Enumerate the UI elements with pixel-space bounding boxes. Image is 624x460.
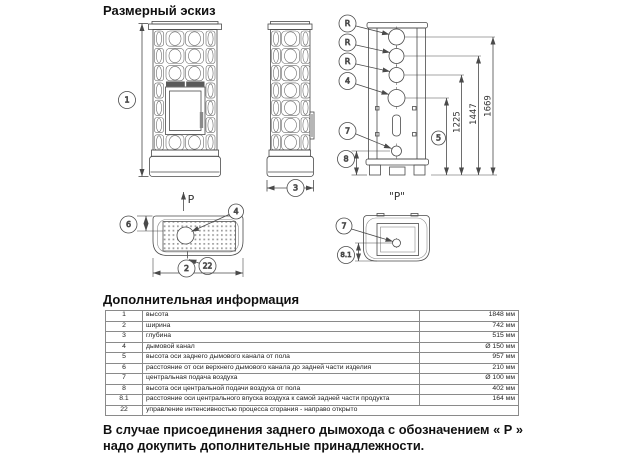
svg-text:5: 5 bbox=[435, 133, 442, 143]
cell-desc: ширина bbox=[143, 321, 420, 332]
balloon-4-back bbox=[339, 73, 389, 95]
note-line-1: В случае присоединения заднего дымохода с обозначением « Р » bbox=[103, 422, 523, 437]
svg-text:P: P bbox=[187, 193, 195, 206]
cell-num: 22 bbox=[106, 405, 143, 416]
balloon-r1 bbox=[339, 15, 390, 35]
door-handle bbox=[310, 112, 314, 139]
info-table bbox=[105, 310, 519, 416]
cell-num: 5 bbox=[106, 353, 143, 364]
svg-text:7: 7 bbox=[341, 221, 347, 231]
cell-num: 6 bbox=[106, 363, 143, 374]
cell-value: 957 мм bbox=[420, 353, 519, 364]
cell-desc: дымовой канал bbox=[143, 342, 420, 353]
info-section-title: Дополнительная информация bbox=[103, 292, 300, 307]
cell-num: 1 bbox=[106, 311, 143, 322]
balloon-5 bbox=[432, 131, 446, 145]
table-row bbox=[106, 363, 519, 374]
cell-desc: управление интенсивностью процесса сгорания - направо открыто bbox=[143, 405, 519, 416]
cell-num: 8.1 bbox=[106, 395, 143, 406]
stove-grill bbox=[166, 82, 205, 87]
table-row bbox=[106, 353, 519, 364]
cell-value: 515 мм bbox=[420, 332, 519, 343]
cell-num: 3 bbox=[106, 332, 143, 343]
cell-desc: высота оси заднего дымового канала от пола bbox=[143, 353, 420, 364]
page-title: Размерный эскиз bbox=[103, 3, 216, 18]
top-flue-outlet bbox=[177, 227, 194, 244]
svg-text:2: 2 bbox=[183, 264, 190, 273]
cell-value: 402 мм bbox=[420, 384, 519, 395]
svg-text:3: 3 bbox=[292, 183, 299, 193]
front-view bbox=[119, 22, 222, 212]
table-row bbox=[106, 342, 519, 353]
cell-desc: центральная подача воздуха bbox=[143, 374, 420, 385]
cell-value: 164 мм bbox=[420, 395, 519, 406]
cell-desc: высота bbox=[143, 311, 420, 322]
cell-num: 2 bbox=[106, 321, 143, 332]
svg-text:1: 1 bbox=[124, 95, 130, 105]
back-view bbox=[338, 15, 498, 175]
svg-text:6: 6 bbox=[125, 220, 132, 229]
air-inlet bbox=[392, 144, 402, 159]
dim-1447: 1447 bbox=[469, 103, 479, 125]
svg-text:R: R bbox=[344, 57, 351, 66]
balloon-7-detail bbox=[336, 218, 393, 242]
table-row bbox=[106, 311, 519, 322]
table-row bbox=[106, 374, 519, 385]
flue-outlets bbox=[388, 27, 405, 110]
svg-text:7: 7 bbox=[344, 126, 351, 136]
balloon-7-back bbox=[339, 123, 392, 149]
table-row bbox=[106, 332, 519, 343]
svg-text:R: R bbox=[344, 38, 351, 47]
flue-height-dimensions bbox=[405, 37, 498, 175]
cell-num: 4 bbox=[106, 342, 143, 353]
svg-text:R: R bbox=[344, 19, 351, 28]
cell-num: 8 bbox=[106, 384, 143, 395]
dimension-width bbox=[153, 258, 243, 277]
rear-slot bbox=[393, 115, 401, 136]
detail-view-label: "P" bbox=[389, 191, 405, 203]
svg-text:22: 22 bbox=[202, 261, 213, 271]
p-direction-arrow bbox=[184, 192, 195, 211]
cell-desc: расстояние оси центрального впуска воздуха к самой задней части продукта bbox=[143, 395, 420, 406]
stove-door bbox=[166, 87, 206, 135]
svg-text:4: 4 bbox=[233, 207, 239, 216]
balloon-8-1 bbox=[338, 247, 355, 264]
cell-num: 7 bbox=[106, 374, 143, 385]
top-view bbox=[120, 204, 244, 277]
table-row bbox=[106, 321, 519, 332]
dim-1669: 1669 bbox=[483, 95, 494, 117]
svg-text:4: 4 bbox=[344, 76, 351, 86]
balloon-r3 bbox=[339, 53, 390, 72]
balloon-1 bbox=[119, 92, 136, 109]
dimension-height bbox=[139, 24, 149, 177]
side-tiles bbox=[272, 31, 311, 150]
table-row bbox=[106, 405, 519, 416]
balloon-3 bbox=[287, 180, 304, 197]
cell-desc: расстояние от оси верхнего дымового канала до задней части изделия bbox=[143, 363, 420, 374]
balloon-8 bbox=[338, 151, 355, 168]
balloon-2 bbox=[178, 260, 195, 277]
note-text bbox=[103, 422, 563, 453]
cell-value: 1848 мм bbox=[420, 311, 519, 322]
side-view bbox=[267, 22, 314, 197]
note-line-2: надо докупить дополнительные принадлежности. bbox=[103, 437, 425, 453]
svg-text:8: 8 bbox=[343, 154, 349, 164]
balloon-r2 bbox=[339, 34, 390, 53]
detail-view-p bbox=[336, 191, 430, 264]
cell-value: 210 мм bbox=[420, 363, 519, 374]
svg-text:8.1: 8.1 bbox=[340, 251, 352, 259]
cell-desc: глубина bbox=[143, 332, 420, 343]
dimension-air-height bbox=[352, 151, 391, 175]
back-base bbox=[366, 159, 429, 175]
cell-value: 742 мм bbox=[420, 321, 519, 332]
dim-1225: 1225 bbox=[452, 111, 463, 133]
cell-value: Ø 150 мм bbox=[420, 342, 519, 353]
balloon-6 bbox=[120, 216, 137, 233]
cell-value: Ø 100 мм bbox=[420, 374, 519, 385]
table-row bbox=[106, 384, 519, 395]
table-row bbox=[106, 395, 519, 406]
cell-desc: высота оси центральной подачи воздуха от пола bbox=[143, 384, 420, 395]
central-air-inlet bbox=[393, 238, 401, 248]
